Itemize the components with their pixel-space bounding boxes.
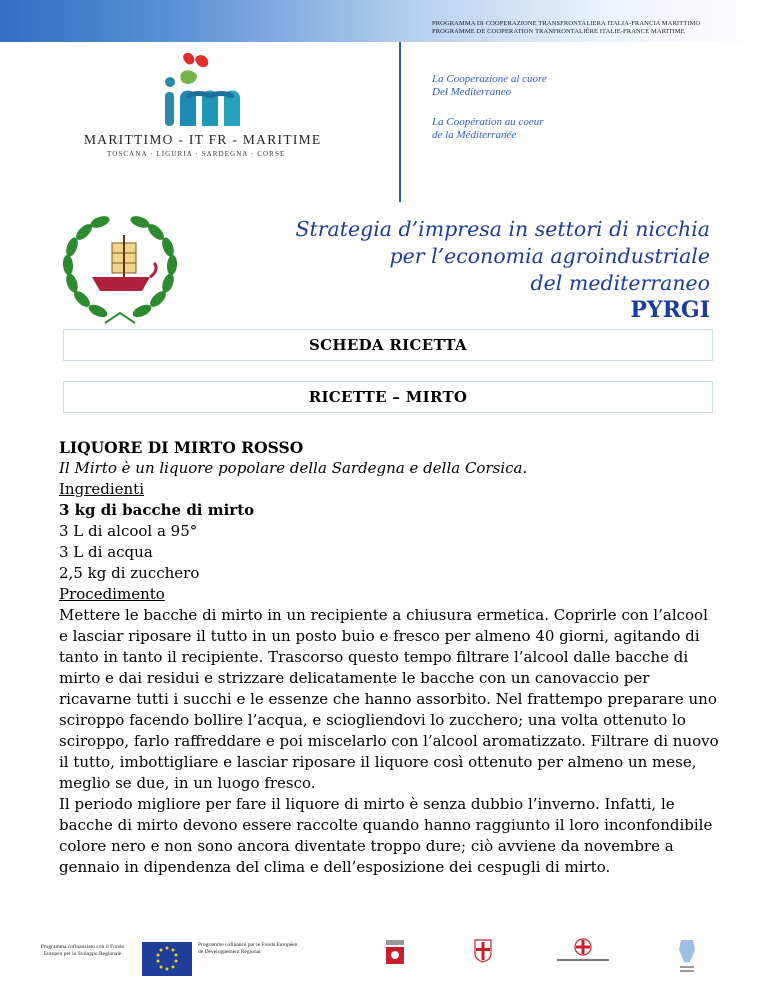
section-ricette-mirto: RICETTE – MIRTO [63,381,713,413]
ingredient-item: 3 L di alcool a 95° [59,522,198,540]
program-fr: PROGRAMME DE COOPERATION TRANFRONTALIÈRE ITALIE-FRANCE MARITIME [432,28,685,35]
regione-liguria-logo-icon [471,938,495,964]
motto-fr [432,116,544,142]
header-banner [0,0,768,42]
footer-note-fr [198,942,318,956]
footer-note-it [30,944,135,958]
regione-toscana-logo-icon [384,938,406,966]
recipe-intro: Il Mirto è un liquore popolare della Sardegna e della Corsica. [59,459,528,477]
title-line-3: del mediterraneo [530,271,710,295]
motto-it-line2: Del Mediterraneo [432,86,512,98]
logo-name: MARITTIMO - IT FR - MARITIME [84,132,322,147]
footer-note-it-line2: Europeo per lo Sviluppo Regionale [43,951,122,957]
footer-note-it-line1: Programma cofinanziato con il Fondo [40,944,125,950]
ingredient-item: 3 L di acqua [59,543,153,561]
footer-note-fr-line2: de Développement Régional [198,949,261,955]
motto-fr-line2: de la Méditerranée [432,129,517,141]
footer [0,938,768,994]
title-line-2: per l’economia agroindustriale [389,244,710,268]
program-text [432,20,700,36]
recipe-body [59,437,719,878]
document-title [295,216,710,324]
recipe-title: LIQUORE DI MIRTO ROSSO [59,438,304,457]
program-it: PROGRAMMA DI COOPERAZIONE TRANSFRONTALIERA ITALIA-FRANCIA MARITTIMO [432,20,701,27]
header-divider [399,42,401,202]
title-pyrgi: PYRGI [630,297,710,323]
ingredient-item: 3 kg di bacche di mirto [59,501,255,519]
procedure-paragraph-2: Il periodo migliore per fare il liquore di mirto è senza dubbio l’inverno. Infatti, le bacche di mirto devono essere raccolte quando hanno raggiunto il loro inconfondibile colore nero e non sono ancora diventate troppo dure; ciò avviene da novembre a gennaio in dipendenza del clima e dell’esposizione dei cespugli di mirto. [59,795,713,876]
laurel-ship-emblem-icon [50,213,190,328]
motto-fr-line1: La Coopération au coeur [432,116,544,128]
eu-flag-icon [142,942,192,976]
regione-sardegna-logo-icon [553,938,613,964]
procedure-paragraph-1: Mettere le bacche di mirto in un recipiente a chiusura ermetica. Coprirle con l’alcool e lasciar riposare il tutto in un posto buio e fresco per almeno 40 giorni, agitando di tanto in tanto il recipiente. Trascorso questo tempo filtrare l’alcool dalle bacche di mirto e dai residui e strizzare delicatamente le bacche con un canovaccio per ricavarne tutti i succhi e le essenze che hanno assorbito. Nel frattempo preparare uno sciroppo facendo bollire l’acqua, e sciogliendovi lo zucchero; una volta ottenuto lo sciroppo, farlo raffreddare e poi miscelarlo con l’alcool aromatizzato. Filtrare di nuovo il tutto, imbottigliare e lasciar riposare il liquore così ottenuto per almeno un mese, meglio se due, in un luogo fresco. [59,606,719,792]
logo-regions: TOSCANA · LIGURIA · SARDEGNA · CORSE [107,150,286,158]
section-scheda-ricetta: SCHEDA RICETTA [63,329,713,361]
collectivite-corse-logo-icon [676,938,698,974]
ingredients-heading: Ingredienti [59,480,144,498]
footer-note-fr-line1: Programme cofinancé par le Fonds Européen [198,942,298,948]
procedure-heading: Procedimento [59,585,165,603]
motto-it [432,73,547,99]
ingredient-item: 2,5 kg di zucchero [59,564,200,582]
title-line-1: Strategia d’impresa in settori di nicchia [295,217,710,241]
motto-it-line1: La Cooperazione al cuore [432,73,547,85]
